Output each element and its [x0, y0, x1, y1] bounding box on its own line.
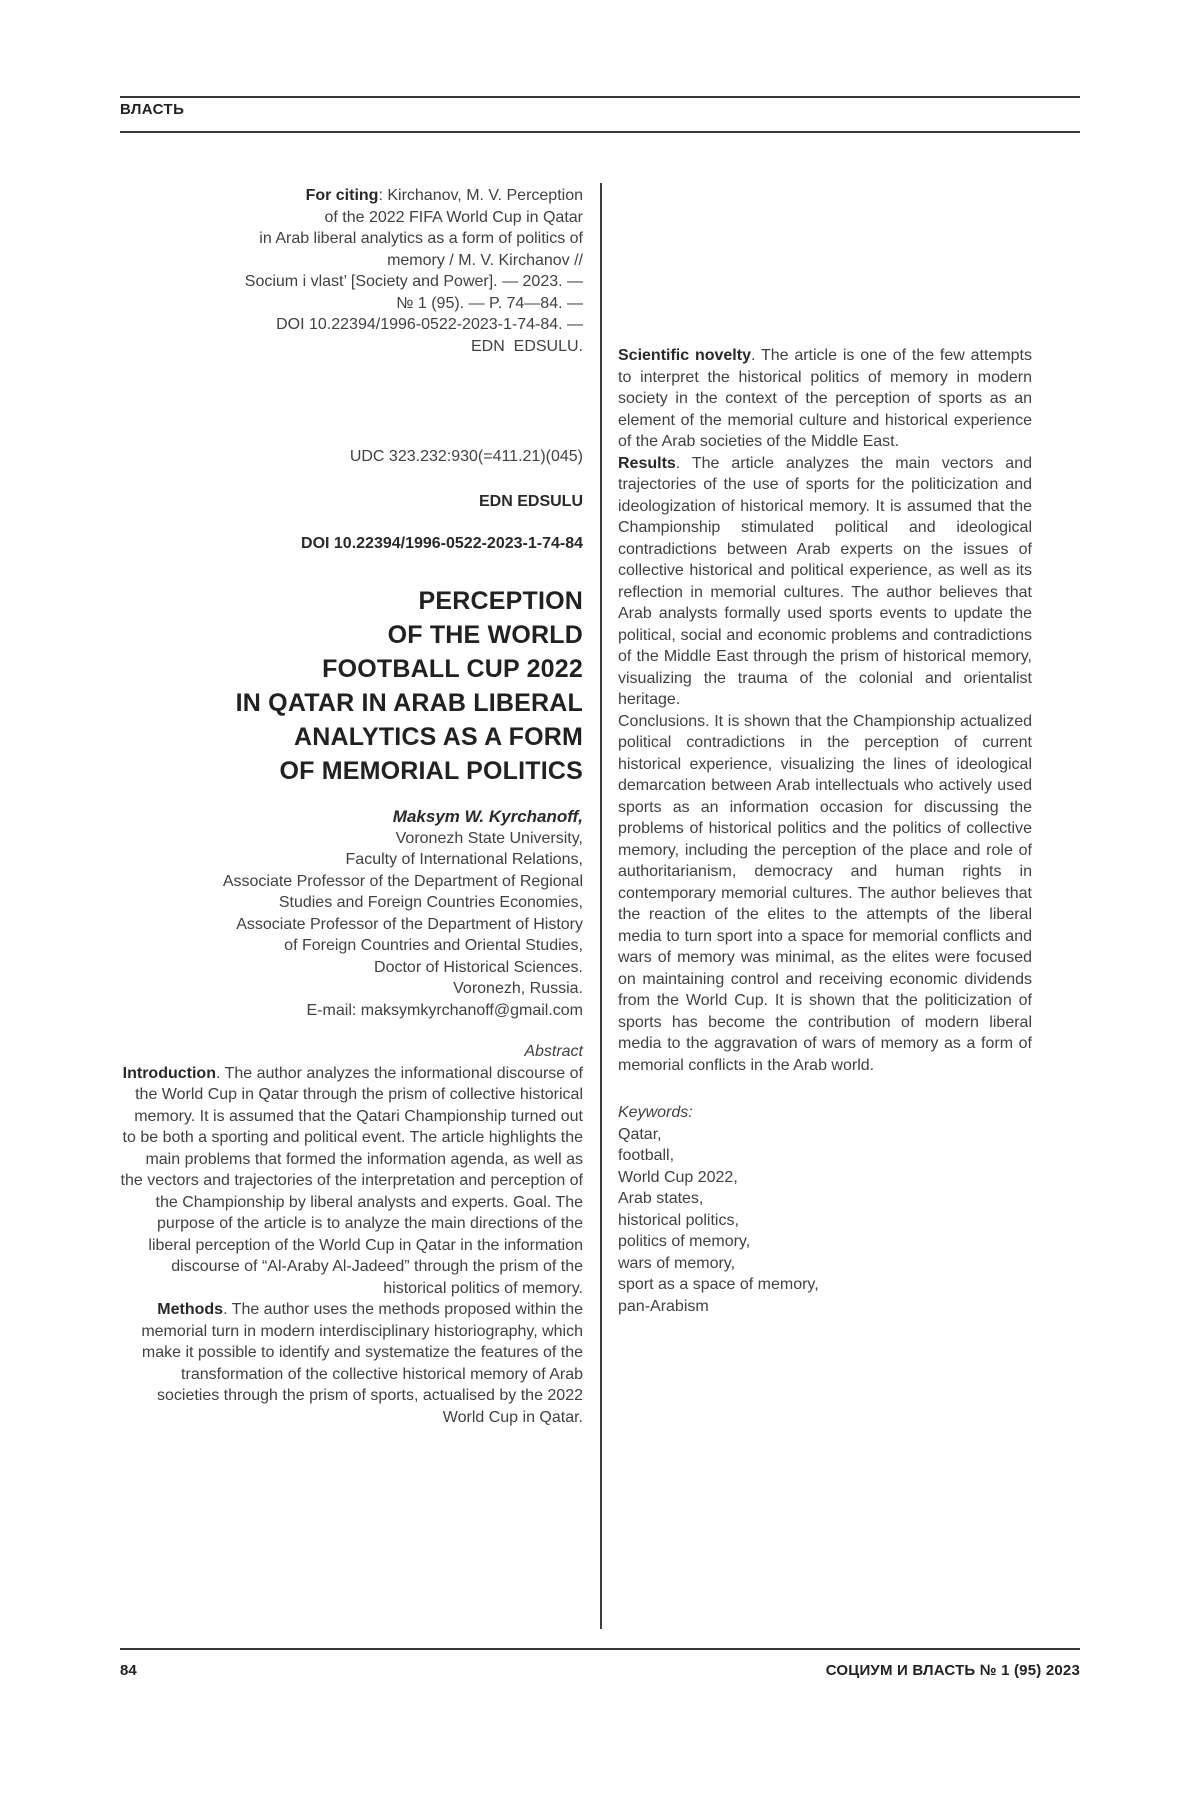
citation-block: [120, 185, 583, 357]
title-line: IN QATAR IN ARAB LIBERAL: [235, 688, 583, 717]
affiliation-line: of Foreign Countries and Oriental Studies,: [284, 937, 583, 954]
keyword-item: politics of memory,: [618, 1233, 751, 1250]
citation-line: of the 2022 FIFA World Cup in Qatar: [324, 208, 583, 226]
paragraph-lead: Methods: [157, 1301, 224, 1318]
keyword-item: sport as a space of memory,: [618, 1276, 819, 1293]
right-column: [618, 345, 1032, 1317]
running-head: ВЛАСТЬ: [120, 101, 185, 118]
affiliation-line: Faculty of International Relations,: [345, 851, 583, 868]
author-affiliation: [120, 828, 583, 1022]
paragraph-conclusions: Conclusions. It is shown that the Championship actualized political contradictions in the perception of current historical experience, visualizing the lines of ideological demarcation between Arab intellectuals who actively used sports as an information occasion for discussing the problems of historical politics and the politics of collective memory, including the perception of the place and role of authoritarianism, democracy and human rights in contemporary memorial cultures. The author believes that the reaction of the elites to the attempts of the liberal media to turn sport into a space for memorial conflicts and wars of memory was minimal, as the elites were focused on maintaining control and receiving economic dividends from the World Cup. It is shown that the politicization of sports has become the contribution of modern liberal media to the aggravation of wars of memory as a form of memorial conflicts in the Arab world.: [618, 712, 1032, 1074]
title-line: OF THE WORLD: [387, 620, 583, 649]
citation-line: DOI 10.22394/1996-0522-2023-1-74-84. —: [276, 316, 583, 333]
title-line: PERCEPTION: [418, 586, 583, 615]
keyword-item: football,: [618, 1147, 675, 1164]
keyword-item: historical politics,: [618, 1211, 739, 1229]
udc-code: UDC 323.232:930(=411.21)(045): [349, 448, 583, 465]
keywords-block: [618, 1102, 1032, 1317]
keyword-item: pan-Arabism: [618, 1297, 709, 1315]
keyword-item: Arab states,: [618, 1190, 704, 1207]
affiliation-line: Studies and Foreign Countries Economies,: [278, 894, 583, 911]
paragraph-scientific-novelty: Scientific novelty. The article is one of the few attempts to interpret the historical politics of memory in modern society in the context of the perception of sports as an element of the memorial culture and historical experience of the Arab societies of the Middle East.: [618, 347, 1033, 450]
header-rule-top: [120, 96, 1080, 98]
paragraph-results: Results. The article analyzes the main vectors and trajectories of the use of sports for the politicization and ideologization of historical memory. It is assumed that the Championship stimulated political and ideological contradictions between Arab experts on the issues of collective historical and political experience, as well as its reflection in memorial cultures. The author believes that Arab analysts formally used sports events to update the political, social and economic problems and contradictions of the Middle East through the prism of historical memory, visualizing the trauma of the colonial and orientalist heritage.: [618, 454, 1032, 708]
citation-line: For citing: Kirchanov, M. V. Perception: [305, 187, 583, 204]
left-column: [120, 185, 583, 1428]
citation-line: Socium i vlast’ [Society and Power]. — 2023. —: [244, 273, 583, 290]
citation-line: memory / M. V. Kirchanov //: [387, 251, 583, 269]
page-number: 84: [120, 1662, 137, 1679]
citation-lead: For citing: [305, 187, 379, 204]
keyword-item: World Cup 2022,: [618, 1168, 738, 1186]
header-rule-bottom: [120, 131, 1080, 133]
doi-code: DOI 10.22394/1996-0522-2023-1-74-84: [301, 535, 583, 552]
affiliation-line: Associate Professor of the Department of History: [236, 915, 583, 933]
abstract-paragraph-methods: Methods. The author uses the methods proposed within the memorial turn in modern interdisciplinary historiography, which make it possible to identify and systematize the features of the transformation of the collective historical memory of Arab societies through the prism of sports, actualised by the 2022 World Cup in Qatar.: [141, 1301, 583, 1426]
citation-line: in Arab liberal analytics as a form of politics of: [259, 230, 583, 247]
title-line: OF MEMORIAL POLITICS: [279, 756, 583, 785]
keyword-item: Qatar,: [618, 1125, 662, 1143]
article-title: [120, 584, 583, 788]
keywords-label: Keywords:: [618, 1104, 693, 1121]
affiliation-line email-line: E-mail: maksymkyrchanoff@gmail.com: [306, 1001, 583, 1019]
footer-rule: [120, 1648, 1080, 1650]
author-name: Maksym W. Kyrchanoff,: [392, 806, 583, 826]
paragraph-lead: Scientific novelty: [618, 347, 751, 364]
abstract-paragraph-introduction: Introduction. The author analyzes the informational discourse of the World Cup in Qatar through the prism of collective historical memory. It is assumed that the Qatari Championship turned out to be both a sporting and political event. The article highlights the main problems that formed the information agenda, as well as the vectors and trajectories of the interpretation and perception of the Championship by liberal analysts and experts. Goal. The purpose of the article is to analyze the main directions of the liberal perception of the World Cup in Qatar in the information discourse of “Al-Araby Al-Jadeed” through the prism of the historical politics of memory.: [120, 1064, 583, 1297]
affiliation-line: Voronezh, Russia.: [453, 980, 583, 997]
journal-name: СОЦИУМ И ВЛАСТЬ № 1 (95) 2023: [825, 1662, 1080, 1679]
title-line: ANALYTICS AS A FORM: [294, 722, 583, 751]
affiliation-line: Doctor of Historical Sciences.: [374, 958, 583, 976]
citation-line: № 1 (95). — P. 74—84. —: [396, 294, 583, 312]
citation-line: EDN EDSULU.: [470, 337, 583, 355]
title-line: FOOTBALL CUP 2022: [322, 654, 583, 683]
edn-code: EDN EDSULU: [478, 492, 583, 510]
column-divider: [600, 183, 602, 1629]
affiliation-line: Associate Professor of the Department of Regional: [222, 872, 583, 890]
paragraph-lead: Introduction: [122, 1064, 216, 1082]
paragraph-lead: Results: [618, 454, 676, 472]
keyword-item: wars of memory,: [618, 1254, 736, 1272]
affiliation-line: Voronezh State University,: [395, 829, 583, 847]
abstract-label: Abstract: [524, 1043, 583, 1060]
